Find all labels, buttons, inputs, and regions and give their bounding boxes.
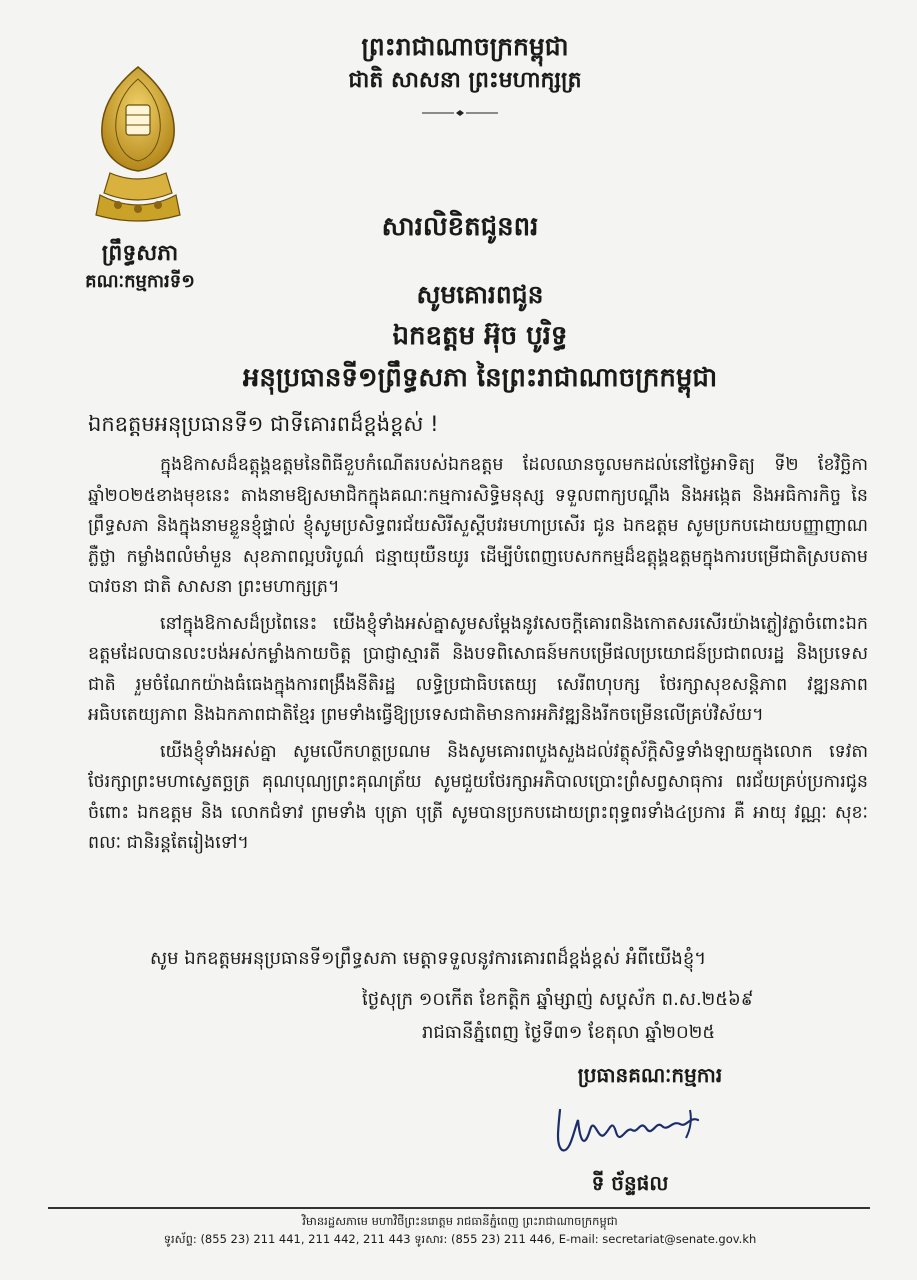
footer-divider <box>48 1207 870 1209</box>
paragraph-2: នៅក្នុងឱកាសដ៏ប្រពៃនេះ យើងខ្ញុំទាំងអស់គ្នាសូមសម្តែងនូវសេចក្តីគោរពនិងកោតសរសើរយ៉ាងភ្លៀវភ្លាចំពោះឯកឧត្តមដែលបានលះបង់អស់កម្លាំងកាយចិត្ត ប្រាជ្ញាស្មារតី និងបទពិសោធន៍មកបម្រើផលប្រយោជន៍ប្រជាពលរដ្ឋ និងប្រទេសជាតិ រួមចំណែកយ៉ាងធំធេងក្នុងការពង្រឹងនីតិរដ្ឋ លទ្ធិប្រជាធិបតេយ្យ សេរីពហុបក្ស ថែរក្សាសុខសន្តិភាព វឌ្ឍនភាព អធិបតេយ្យភាព និងឯកភាពជាតិខ្មែរ ព្រមទាំងធ្វើឱ្យប្រទេសជាតិមានការអភិវឌ្ឍនិងរីកចម្រើនលើគ្រប់វិស័យ។ <box>88 613 868 725</box>
salutation: ឯកឧត្តមអនុប្រធានទី១ ជាទីគោរពដ៏ខ្ពង់ខ្ពស់ ! <box>88 412 439 436</box>
paragraph-1: ក្នុងឱកាសដ៏ឧត្តុង្គឧត្តមនៃពិធីខួបកំណើតរបស់ឯកឧត្តម ដែលឈានចូលមកដល់នៅថ្ងៃអាទិត្យ ទី២ ខែវិច្ឆិកា ឆ្នាំ២០២៥ខាងមុខនេះ តាងនាមឱ្យសមាជិកក្នុងគណៈកម្មការសិទ្ធិមនុស្ស ទទួលពាក្យបណ្តឹង និងអង្កេត និងអធិការកិច្ច នៃព្រឹទ្ធសភា និងក្នុងនាមខ្លួនខ្ញុំផ្ទាល់ ខ្ញុំសូមប្រសិទ្ធពរជ័យសិរីសួស្តីបវរមហាប្រសើរ ជូន ឯកឧត្តម សូមប្រកបដោយបញ្ញាញាណភ្លឺថ្លា កម្លាំងពលំមាំមួន សុខភាពល្អបរិបូណ៌ ជន្មាយុយឺនយូរ ដើម្បីបំពេញបេសកកម្មដ៏ឧត្តុង្គឧត្តមក្នុងការបម្រើជាតិស្របតាមបាវចនា ជាតិ សាសនា ព្រះមហាក្សត្រ។ <box>88 455 868 597</box>
kingdom-title: ព្រះរាជាណាចក្រកម្ពុជា <box>361 32 569 61</box>
footer-contact: ទូរស័ព្ទ: (855 23) 211 441, 211 442, 211 443 ទូរសារ: (855 23) 211 446, E-mail: secretariat@senate.gov.kh <box>163 1232 757 1246</box>
sender-institution: ព្រឹទ្ធសភា <box>101 240 179 266</box>
senate-emblem <box>88 65 188 225</box>
letter-body <box>88 450 868 865</box>
closing-line: សូម ឯកឧត្តមអនុប្រធានទី១ព្រឹទ្ធសភា មេត្តាទទួលនូវការគោរពដ៏ខ្ពង់ខ្ពស់ អំពីយើងខ្ញុំ។ <box>150 948 707 969</box>
lunar-date: ថ្ងៃសុក្រ ១០កើត ខែកត្តិក ឆ្នាំម្សាញ់ សប្តស័ក ព.ស.២៥៦៩ <box>362 989 754 1010</box>
footer-address: វិមានរដ្ឋសភាមេ មហាវិថីព្រះនរោត្តម រាជធានីភ្នំពេញ ព្រះរាជាណាចក្រកម្ពុជា <box>302 1214 618 1228</box>
address-line-1: សូមគោរពជូន <box>416 280 544 309</box>
sender-commission: គណៈកម្មការទី១ <box>85 271 195 292</box>
handwritten-signature <box>540 1090 720 1160</box>
addressee-block <box>190 275 770 399</box>
solar-date: រាជធានីភ្នំពេញ ថ្ងៃទី៣១ ខែតុលា ឆ្នាំ២០២៥ <box>422 1022 716 1043</box>
paragraph-3: យើងខ្ញុំទាំងអស់គ្នា សូមលើកហត្ថប្រណម និងសូមគោរពបួងសួងដល់វត្ថុស័ក្តិសិទ្ធទាំងឡាយក្នុងលោក ទេវតាថែរក្សាព្រះមហាស្វេតច្ឆត្រ គុណបុណ្យព្រះគុណត្រ័យ សូមជួយថែរក្សាអភិបាលប្រោះព្រំសព្វសាធុការ ពរជ័យគ្រប់ប្រការជូនចំពោះ ឯកឧត្តម និង លោកជំទាវ ព្រមទាំង បុត្រា បុត្រី សូមបានប្រកបដោយព្រះពុទ្ធពរទាំង៤ប្រការ គឺ អាយុ វណ្ណៈ សុខៈ ពលៈ ជានិរន្តតែរៀងទៅ។ <box>88 741 868 853</box>
footer <box>60 1212 860 1248</box>
signatory-name: ទី ច័ន្ទផល <box>591 1171 669 1195</box>
document-type: សារលិខិតជូនពរ <box>381 212 539 242</box>
national-motto: ជាតិ សាសនា ព្រះមហាក្សត្រ <box>348 67 582 93</box>
signatory-title: ប្រធានគណៈកម្មការ <box>577 1063 723 1087</box>
address-line-3: អនុប្រធានទី១ព្រឹទ្ធសភា នៃព្រះរាជាណាចក្រកម្ពុជា <box>242 363 718 393</box>
kingdom-header <box>300 30 630 96</box>
ornament-divider <box>420 108 500 118</box>
address-line-2: ឯកឧត្តម អ៊ុច បូរិទ្ធ <box>392 321 568 351</box>
